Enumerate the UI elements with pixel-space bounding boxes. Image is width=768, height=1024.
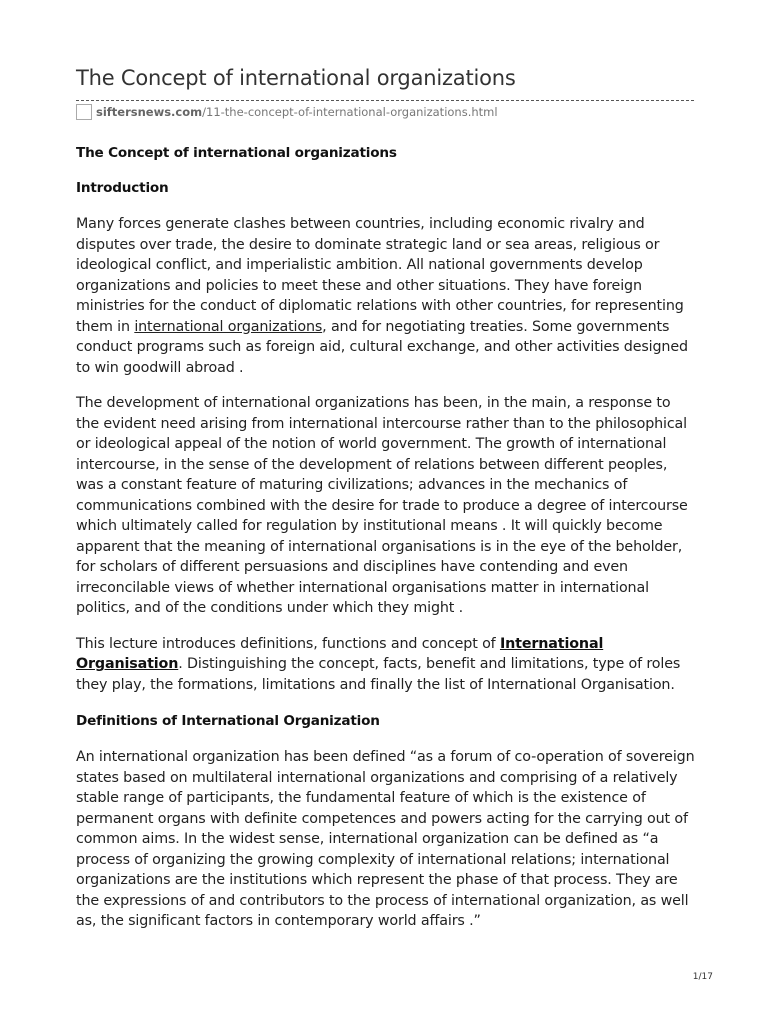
- para3-text-before: This lecture introduces definitions, functions and concept of: [76, 635, 500, 652]
- intro-paragraph-2: The development of international organizations has been, in the main, a response to the evident need arising from international intercourse rather than to the philosophical or ideological appeal of the notion of world government. The growth of international intercourse, in the sense of the development of relations between different peoples, was a constant feature of maturing civilizations; advances in the mechanics of communications combined with the desire for trade to produce a degree of intercourse which ultimately called for regulation by institutional means . It will quickly become apparent that the meaning of international organisations is in the eye of the beholder, for scholars of different persuasions and disciplines have contending and even irreconcilable views of whether international organisations matter in international politics, and of the conditions under which they might .: [76, 395, 688, 616]
- introduction-heading: Introduction: [76, 180, 169, 196]
- favicon-icon: [76, 104, 92, 120]
- source-url[interactable]: [76, 104, 498, 120]
- title-divider: [76, 100, 694, 101]
- intro-paragraph-3: [76, 634, 696, 696]
- definitions-paragraph: An international organization has been defined “as a forum of co-operation of sovereign states based on multilateral international organizations and comprising of a relatively stable range of participants, the fundamental feature of which is the existence of permanent organs with definite competences and powers acting for the carrying out of common aims. In the widest sense, international organization can be defined as “a process of organizing the growing complexity of international relations; international organizations are the institutions which represent the phase of that process. They are the expressions of and contributors to the process of international organization, as well as, the significant factors in contemporary world affairs .”: [76, 749, 695, 929]
- source-domain: siftersnews.com: [96, 105, 203, 119]
- para1-text-before: Many forces generate clashes between countries, including economic rivalry and disputes over trade, the desire to dominate strategic land or sea areas, religious or ideological conflict, and imperialistic ambition. All national governments develop organizations and policies to meet these and other situations. They have foreign ministries for the conduct of diplomatic relations with other countries, for representing them in: [76, 216, 684, 335]
- para1-text-after: , and for negotiating treaties. Some governments conduct programs such as foreign aid, cultural exchange, and other activities designed to win goodwill abroad .: [76, 318, 688, 376]
- intro-paragraph-1: [76, 214, 696, 378]
- international-organisation-link[interactable]: International Organisation: [76, 635, 604, 672]
- international-organizations-link[interactable]: international organizations: [134, 318, 323, 335]
- article-heading: The Concept of international organizations: [76, 145, 397, 161]
- definitions-heading: Definitions of International Organization: [76, 713, 380, 729]
- document-title: The Concept of international organizations: [76, 66, 516, 90]
- para3-text-after: . Distinguishing the concept, facts, benefit and limitations, type of roles they play, the formations, limitations and finally the list of International Organisation.: [76, 656, 681, 693]
- source-path: /11-the-concept-of-international-organizations.html: [202, 105, 498, 119]
- article-body: [76, 144, 696, 932]
- page-number: 1/17: [692, 972, 713, 982]
